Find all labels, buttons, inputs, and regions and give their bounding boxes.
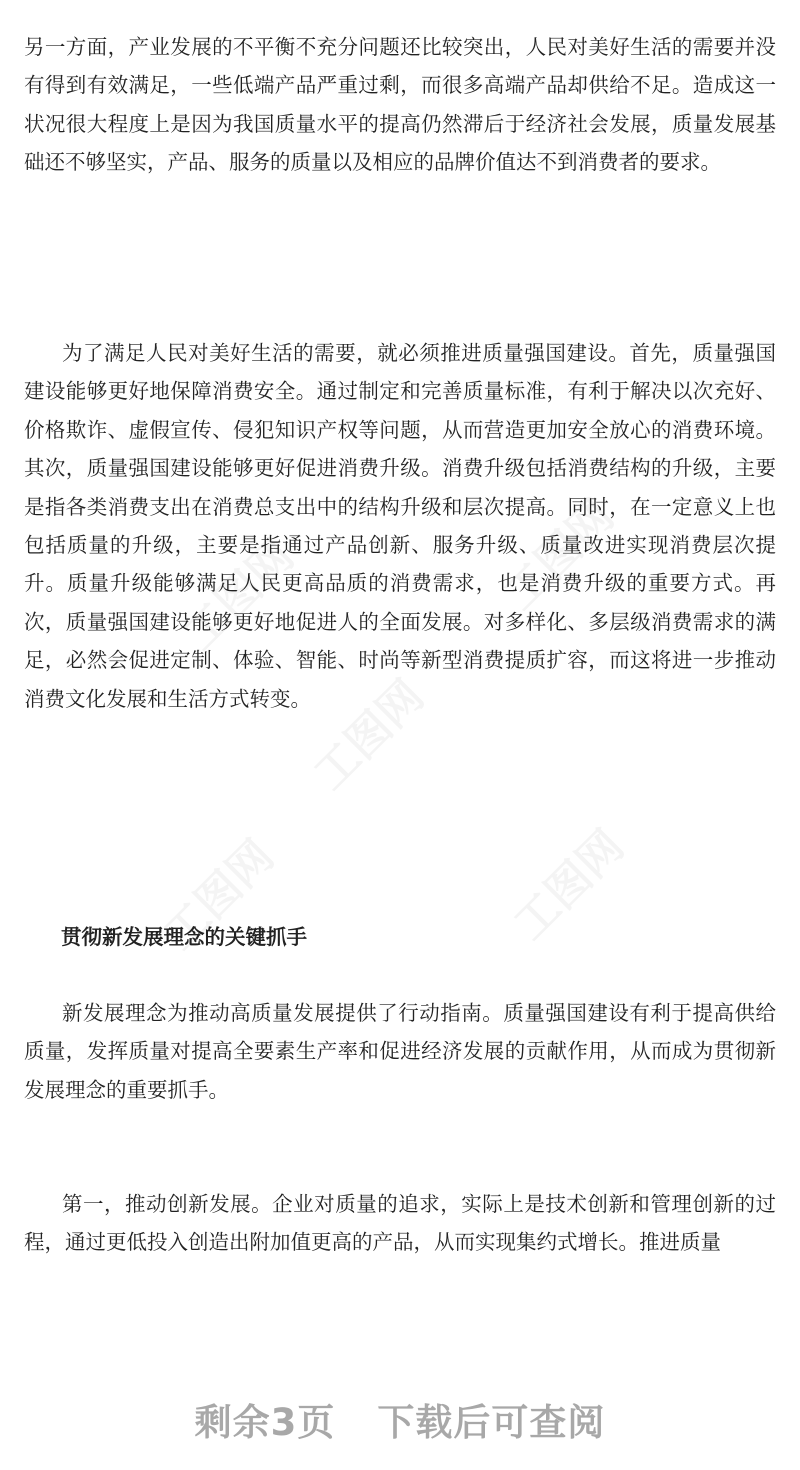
remaining-pages-label: 剩余3页	[194, 1401, 336, 1444]
paragraph-3: 新发展理念为推动高质量发展提供了行动指南。质量强国建设有利于提高供给质量，发挥质量对提高全要素生产率和促进经济发展的贡献作用，从而成为贯彻新发展理念的重要抓手。	[24, 1001, 776, 1102]
download-prompt[interactable]	[0, 1392, 800, 1446]
watermark	[497, 813, 636, 952]
section-heading: 贯彻新发展理念的关键抓手	[61, 925, 307, 949]
paragraph-2: 为了满足人民对美好生活的需要，就必须推进质量强国建设。首先，质量强国建设能够更好地保障消费安全。通过制定和完善质量标准，有利于解决以次充好、价格欺诈、虚假宣传、侵犯知识产权等问题，从而营造更加安全放心的消费环境。其次，质量强国建设能够更好促进消费升级。消费升级包括消费结构的升级，主要是指各类消费支出在消费总支出中的结构升级和层次提高。同时，在一定意义上也包括质量的升级，主要是指通过产品创新、服务升级、质量改进实现消费层次提升。质量升级能够满足人民更高品质的消费需求，也是消费升级的重要方式。再次，质量强国建设能够更好地促进人的全面发展。对多样化、多层级消费需求的满足，必然会促进定制、体验、智能、时尚等新型消费提质扩容，而这将进一步推动消费文化发展和生活方式转变。	[24, 341, 776, 711]
download-to-view-label: 下载后可查阅	[377, 1401, 606, 1444]
paragraph-4: 第一，推动创新发展。企业对质量的追求，实际上是技术创新和管理创新的过程，通过更低投入创造出附加值更高的产品，从而实现集约式增长。推进质量	[24, 1192, 776, 1255]
paragraph-1: 另一方面，产业发展的不平衡不充分问题还比较突出，人民对美好生活的需要并没有得到有效满足，一些低端产品严重过剩，而很多高端产品却供给不足。造成这一状况很大程度上是因为我国质量水平的提高仍然滞后于经济社会发展，质量发展基础还不够坚实，产品、服务的质量以及相应的品牌价值达不到消费者的要求。	[24, 35, 776, 175]
